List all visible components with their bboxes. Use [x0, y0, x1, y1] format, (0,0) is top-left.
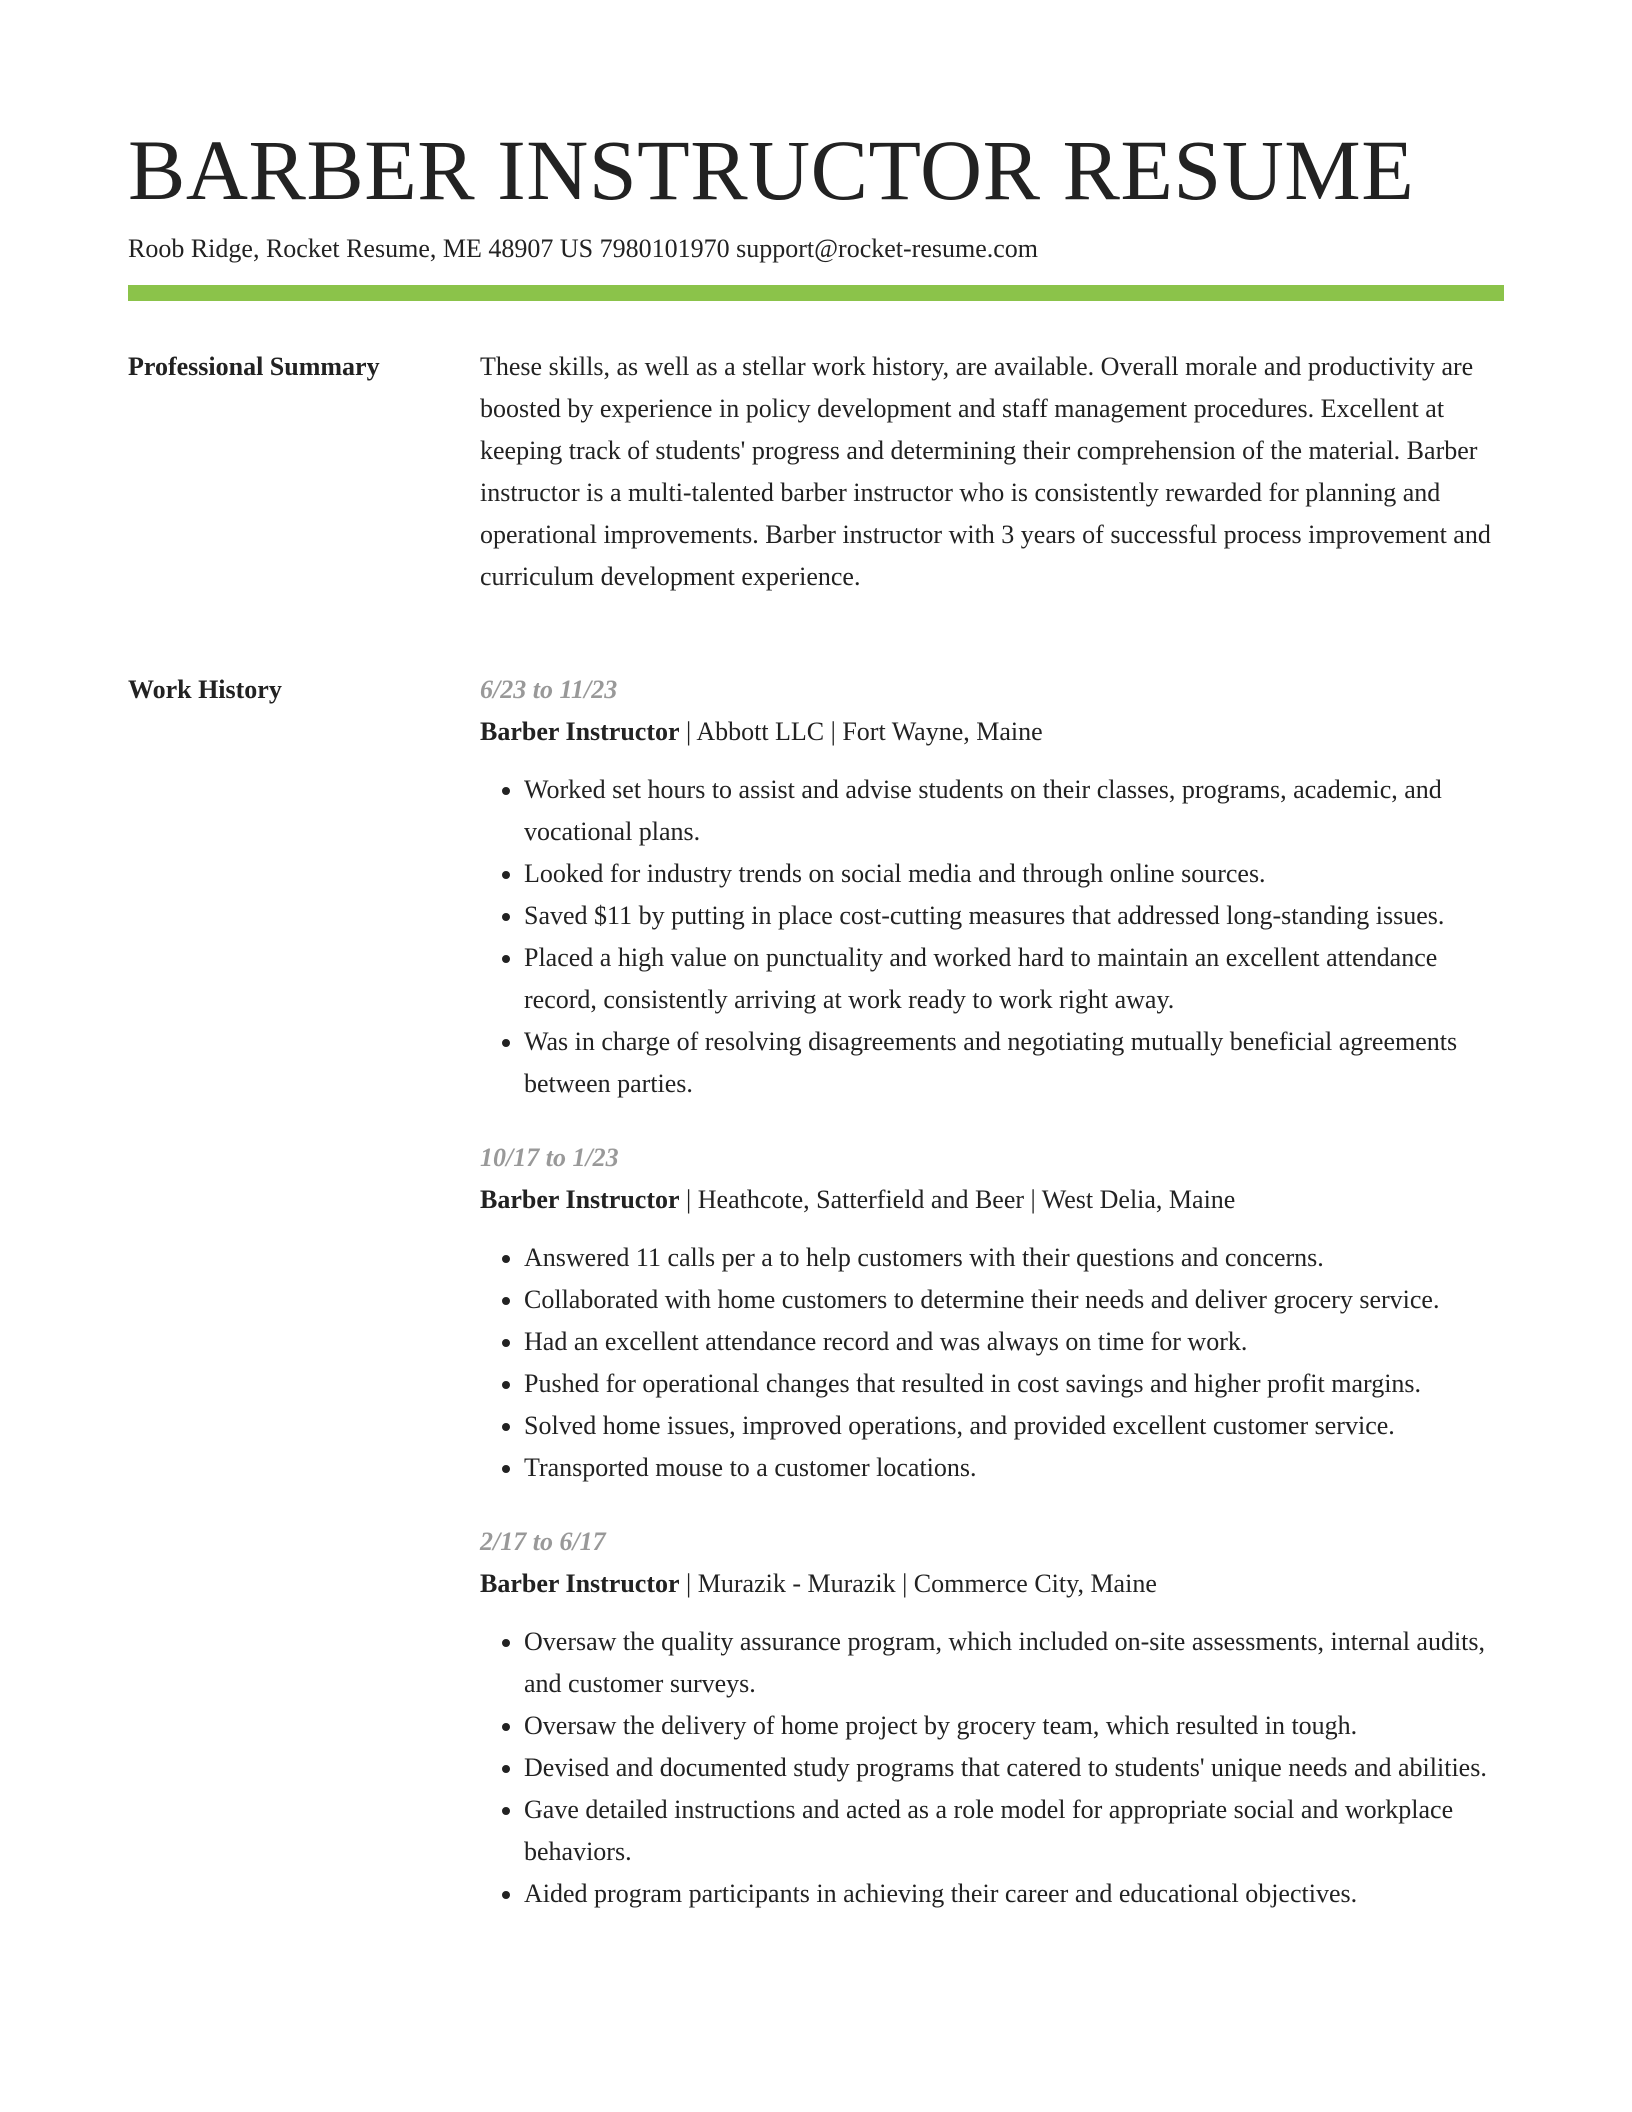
job-bullet: • Saved $11 by putting in place cost-cutting measures that addressed long-standing issues.	[524, 895, 1504, 937]
summary-text: These skills, as well as a stellar work history, are available. Overall morale and productivity are boosted by experience in policy development and staff management procedures. Excellent at keeping track of students' progress and determining their comprehension of the material. Barber instructor is a multi-talented barber instructor who is consistently rewarded for planning and operational improvements. Barber instructor with 3 years of successful process improvement and curriculum development experience.	[480, 352, 1491, 591]
job-title: Barber Instructor	[480, 1185, 680, 1214]
job-bullet: • Solved home issues, improved operations, and provided excellent customer service.	[524, 1405, 1504, 1447]
job-heading	[480, 1563, 1504, 1605]
job-bullet: • Collaborated with home customers to determine their needs and deliver grocery service.	[524, 1279, 1504, 1321]
section-label-work-history: Work History	[128, 675, 282, 704]
job-bullet-list	[480, 769, 1504, 1105]
job-bullet: • Oversaw the quality assurance program, which included on-site assessments, internal audits, and customer surveys.	[524, 1621, 1504, 1705]
job-bullet: • Transported mouse to a customer locations.	[524, 1447, 1504, 1489]
job-bullet-list	[480, 1621, 1504, 1915]
job-entry	[480, 1137, 1504, 1489]
job-heading	[480, 1179, 1504, 1221]
job-heading	[480, 711, 1504, 753]
job-dates: 2/17 to 6/17	[480, 1527, 606, 1556]
job-employer-location: | Heathcote, Satterfield and Beer | West Delia, Maine	[679, 1185, 1236, 1214]
job-bullet: • Had an excellent attendance record and was always on time for work.	[524, 1321, 1504, 1363]
job-dates: 6/23 to 11/23	[480, 675, 618, 704]
job-bullet: • Aided program participants in achieving their career and educational objectives.	[524, 1873, 1504, 1915]
job-bullet: • Looked for industry trends on social media and through online sources.	[524, 853, 1504, 895]
summary-body	[480, 346, 1504, 598]
job-bullet: • Pushed for operational changes that resulted in cost savings and higher profit margins.	[524, 1363, 1504, 1405]
resume-title: BARBER INSTRUCTOR RESUME	[128, 122, 1415, 218]
job-bullet: • Devised and documented study programs that catered to students' unique needs and abilities.	[524, 1747, 1504, 1789]
job-bullet: • Gave detailed instructions and acted as a role model for appropriate social and workplace behaviors.	[524, 1789, 1504, 1873]
job-entry	[480, 1521, 1504, 1915]
job-bullet: • Worked set hours to assist and advise students on their classes, programs, academic, and vocational plans.	[524, 769, 1504, 853]
job-bullet-list	[480, 1237, 1504, 1489]
work-history-body	[480, 669, 1504, 1947]
job-employer-location: | Abbott LLC | Fort Wayne, Maine	[679, 717, 1043, 746]
job-dates: 10/17 to 1/23	[480, 1143, 619, 1172]
job-bullet: • Was in charge of resolving disagreements and negotiating mutually beneficial agreements between parties.	[524, 1021, 1504, 1105]
job-employer-location: | Murazik - Murazik | Commerce City, Maine	[679, 1569, 1157, 1598]
job-bullet: • Oversaw the delivery of home project by grocery team, which resulted in tough.	[524, 1705, 1504, 1747]
section-label-summary: Professional Summary	[128, 352, 380, 381]
job-bullet: • Answered 11 calls per a to help customers with their questions and concerns.	[524, 1237, 1504, 1279]
accent-divider	[128, 285, 1504, 301]
job-title: Barber Instructor	[480, 1569, 680, 1598]
job-title: Barber Instructor	[480, 717, 680, 746]
contact-line: Roob Ridge, Rocket Resume, ME 48907 US 7980101970 support@rocket-resume.com	[128, 234, 1038, 263]
job-bullet: • Placed a high value on punctuality and worked hard to maintain an excellent attendance record, consistently arriving at work ready to work right away.	[524, 937, 1504, 1021]
job-entry	[480, 669, 1504, 1105]
